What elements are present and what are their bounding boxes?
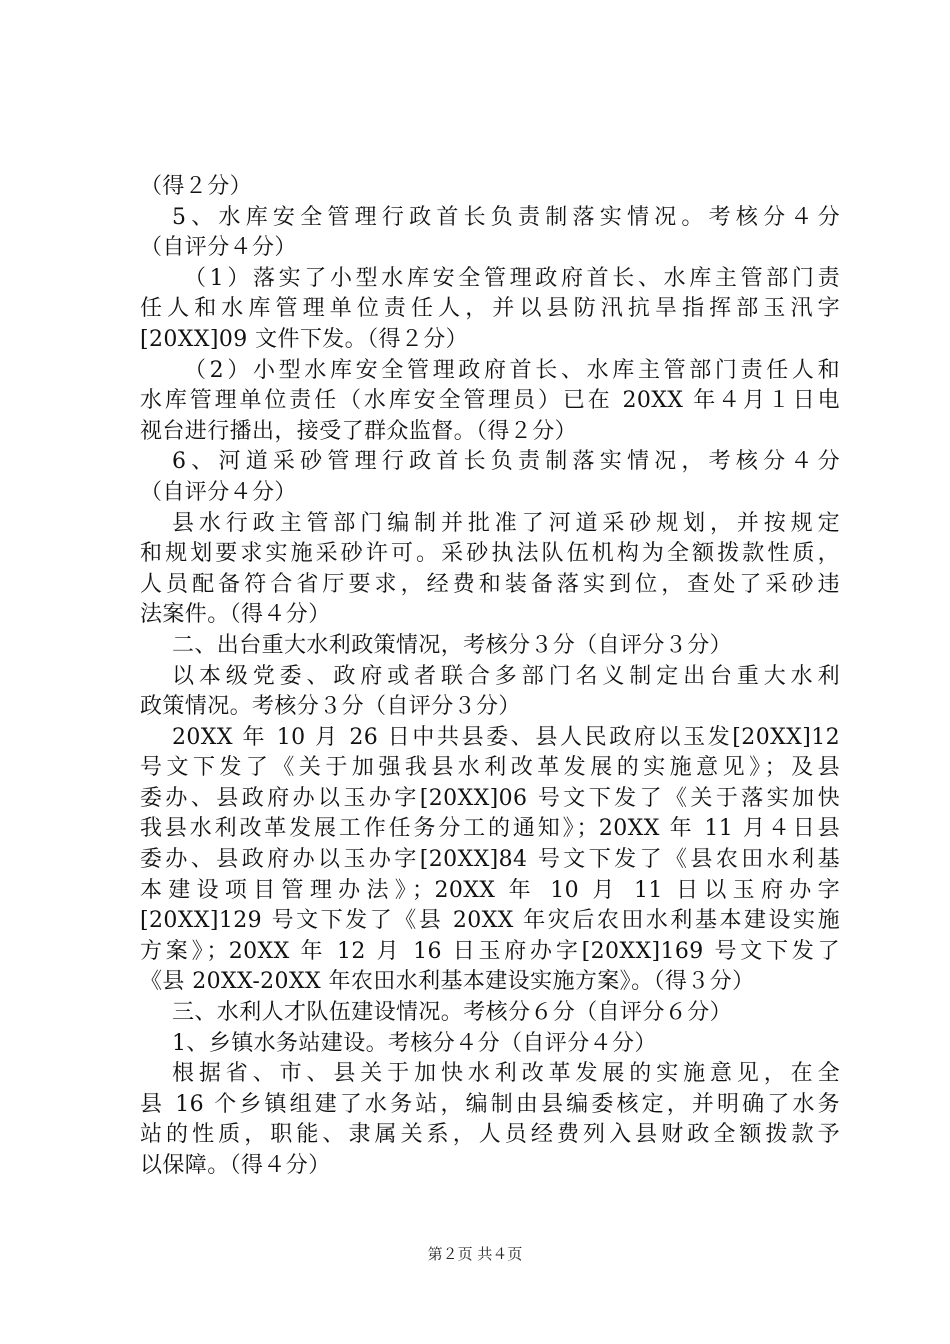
text-line: 任人和水库管理单位责任人，并以县防汛抗旱指挥部玉汛字 [140,296,840,322]
document-body [140,172,840,1182]
text-line: 号文下发了《关于加强我县水利改革发展的实施意见》；及县 [140,755,840,781]
text-line: 法案件。（得４分） [140,602,331,628]
text-line: 县 16 个乡镇组建了水务站，编制由县编委核定，并明确了水务 [140,1091,840,1117]
text-line: 人员配备符合省厅要求，经费和装备落实到位，查处了采砂违 [140,571,840,597]
text-line: 站的性质，职能、隶属关系，人员经费列入县财政全额拨款予 [140,1122,840,1148]
text-line: 方案》；20XX 年 12 月 16 日玉府办字[20XX]169 号文下发了 [140,938,840,964]
text-line: （得２分） [140,174,253,199]
page-indicator: 第２页 共４页 [427,1245,523,1263]
text-line: 委办、县政府办以玉办字[20XX]06 号文下发了《关于落实加快 [140,785,840,811]
text-line: 委办、县政府办以玉办字[20XX]84 号文下发了《县农田水利基 [140,847,840,873]
text-line: 6、河道采砂管理行政首长负责制落实情况，考核分４分 [172,449,840,475]
text-line: 根据省、市、县关于加快水利改革发展的实施意见，在全 [172,1061,840,1087]
text-line: 我县水利改革发展工作任务分工的通知》；20XX 年 11 月４日县 [140,816,840,842]
text-line: 三、水利人才队伍建设情况。考核分６分（自评分６分） [172,1000,733,1026]
text-line: 20XX 年 10 月 26 日中共县委、县人民政府以玉发[20XX]12 [172,724,840,750]
text-line: （1）落实了小型水库安全管理政府首长、水库主管部门责 [184,265,840,291]
text-line: 以本级党委、政府或者联合多部门名义制定出台重大水利 [172,663,840,689]
text-line: 本建设项目管理办法》；20XX 年 10 月 11 日以玉府办字 [140,877,840,903]
text-line: 1、乡镇水务站建设。考核分４分（自评分４分） [172,1030,657,1056]
text-line: 县水行政主管部门编制并批准了河道采砂规划，并按规定 [172,510,840,536]
text-line: （自评分４分） [140,479,297,505]
text-line: 水库管理单位责任（水库安全管理员）已在 20XX 年４月１日电 [140,388,840,414]
text-line: 以保障。（得４分） [140,1153,331,1178]
text-line: 政策情况。考核分３分（自评分３分） [140,694,521,720]
text-line: 二、出台重大水利政策情况，考核分３分（自评分３分） [172,632,733,658]
text-line: 《县 20XX-20XX 年农田水利基本建设实施方案》。（得３分） [140,969,755,995]
text-line: [20XX]129 号文下发了《县 20XX 年灾后农田水利基本建设实施 [140,908,840,934]
text-line: （2）小型水库安全管理政府首长、水库主管部门责任人和 [184,357,840,383]
text-line: （自评分４分） [140,235,297,261]
text-line: [20XX]09 文件下发。（得２分） [140,326,469,352]
page-footer [0,1243,950,1264]
text-line: 和规划要求实施采砂许可。采砂执法队伍机构为全额拨款性质， [140,541,840,567]
text-line: 视台进行播出，接受了群众监督。（得２分） [140,418,578,444]
text-line: 5、水库安全管理行政首长负责制落实情况。考核分４分 [172,204,840,230]
